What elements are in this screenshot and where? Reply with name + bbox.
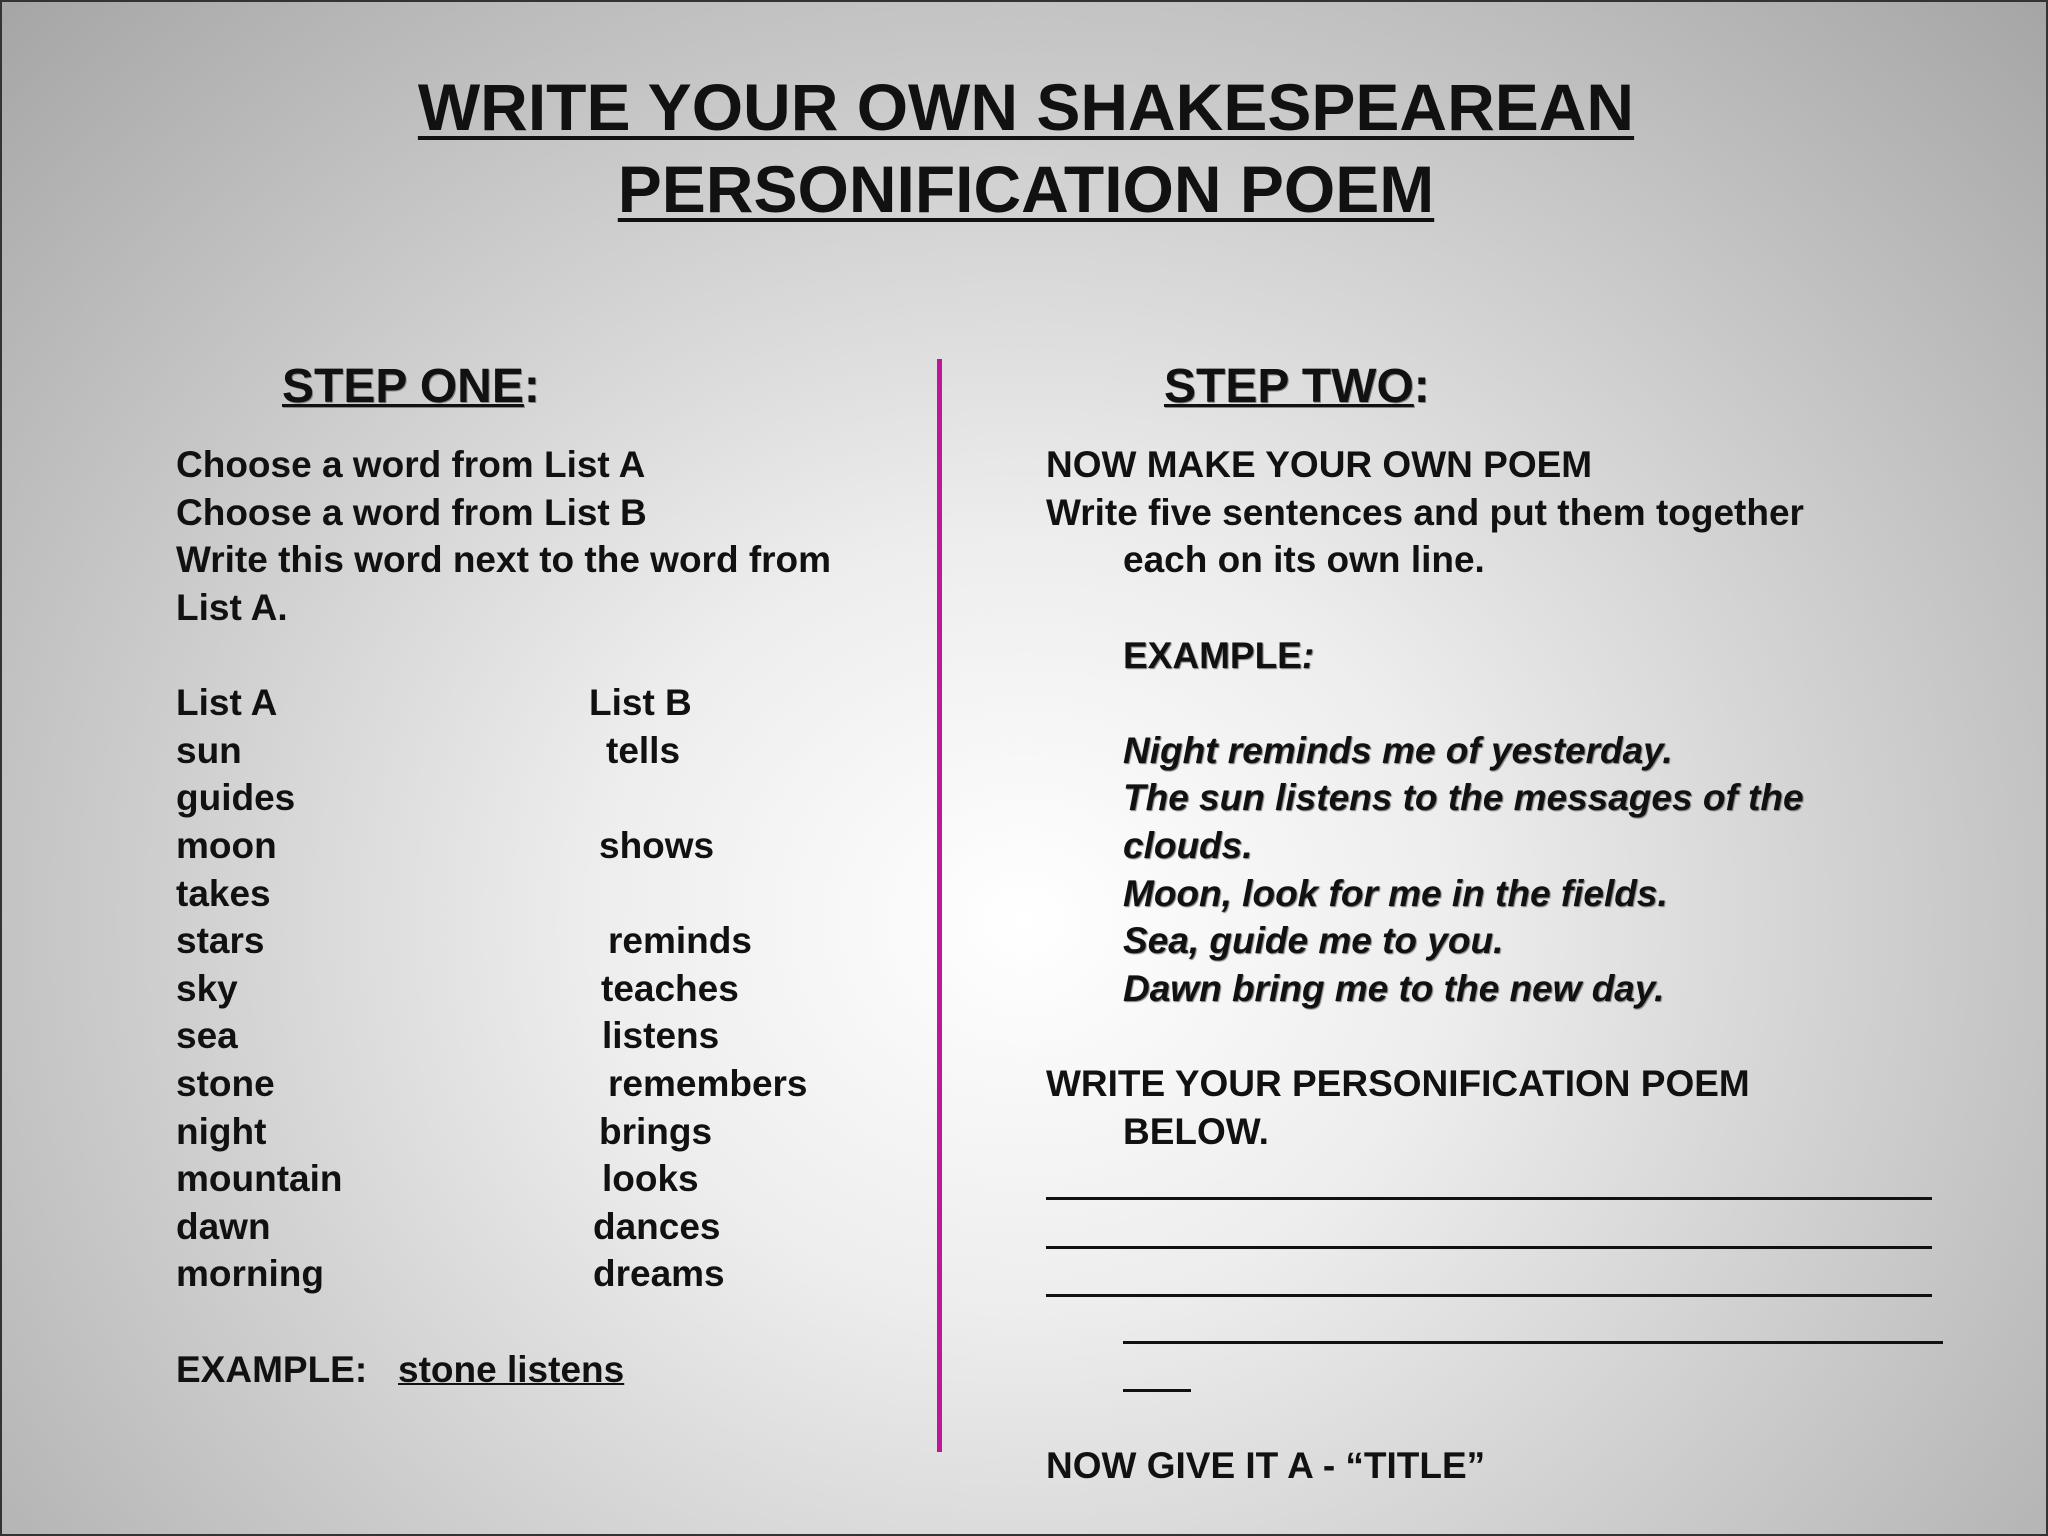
step-one-heading-text: STEP ONE	[282, 360, 524, 413]
write-prompt-continued: BELOW.	[1123, 1111, 1269, 1152]
list-b-item: teaches	[601, 968, 739, 1009]
list-a-header: List A	[176, 682, 278, 723]
step-two-example-colon: :	[1301, 635, 1315, 676]
step-one-instruction: List A.	[176, 587, 288, 628]
example-poem-line: The sun listens to the messages of the	[1123, 777, 1804, 818]
list-b-item: dances	[593, 1206, 721, 1247]
list-a-item: dawn	[176, 1206, 271, 1247]
write-prompt: WRITE YOUR PERSONIFICATION POEM	[1046, 1063, 1750, 1104]
list-a-item: moon	[176, 825, 277, 866]
list-b-header: List B	[589, 682, 692, 723]
step-one-heading-colon: :	[523, 360, 540, 413]
list-b-item: looks	[602, 1158, 699, 1199]
step-two-instruction: each on its own line.	[1123, 539, 1485, 580]
step-one-example-label: EXAMPLE:	[176, 1349, 368, 1390]
example-poem-line: Moon, look for me in the fields.	[1123, 873, 1668, 914]
step-one-instruction: Write this word next to the word from	[176, 539, 832, 580]
answer-line	[1123, 1389, 1191, 1392]
step-one-example-value: stone listens	[398, 1349, 625, 1390]
page-title	[2, 66, 2048, 230]
example-poem-line: clouds.	[1123, 825, 1253, 866]
list-a-item: guides	[176, 777, 296, 818]
list-b-item: brings	[599, 1111, 713, 1152]
list-a-item: morning	[176, 1253, 324, 1294]
step-two-instruction: Write five sentences and put them together	[1046, 492, 1804, 533]
step-two-example-heading	[1123, 632, 1314, 680]
title-line-2: PERSONIFICATION POEM	[617, 152, 1435, 226]
step-two-heading-colon: :	[1413, 360, 1430, 413]
list-b-item: tells	[606, 730, 681, 771]
answer-line	[1046, 1197, 1932, 1200]
list-b-item: reminds	[608, 920, 752, 961]
answer-line	[1123, 1341, 1943, 1344]
step-two-heading-text: STEP TWO	[1164, 360, 1414, 413]
answer-line	[1046, 1246, 1932, 1249]
step-two-example-label: EXAMPLE	[1123, 635, 1302, 676]
step-one-instruction: Choose a word from List B	[176, 492, 647, 533]
step-two-intro: NOW MAKE YOUR OWN POEM	[1046, 444, 1593, 485]
example-poem-line: Night reminds me of yesterday.	[1123, 730, 1673, 771]
list-a-item: mountain	[176, 1158, 343, 1199]
answer-line	[1046, 1294, 1932, 1297]
column-divider	[937, 359, 942, 1452]
example-poem-line: Dawn bring me to the new day.	[1123, 968, 1665, 1009]
list-a-item: sea	[176, 1015, 238, 1056]
title-prompt: NOW GIVE IT A - “TITLE”	[1046, 1445, 1486, 1486]
list-b-item: remembers	[608, 1063, 808, 1104]
step-one-heading	[282, 357, 540, 417]
step-one-example	[176, 1346, 624, 1394]
list-a-item: stars	[176, 920, 265, 961]
list-a-item: stone	[176, 1063, 275, 1104]
list-b-item: listens	[602, 1015, 720, 1056]
list-a-item: sky	[176, 968, 238, 1009]
list-a-item: takes	[176, 873, 271, 914]
list-a-item: sun	[176, 730, 242, 771]
list-b-item: shows	[599, 825, 715, 866]
title-line-1: WRITE YOUR OWN SHAKESPEAREAN	[417, 70, 1635, 144]
step-two-heading	[1164, 357, 1430, 417]
example-poem-line: Sea, guide me to you.	[1123, 920, 1504, 961]
list-a-item: night	[176, 1111, 267, 1152]
list-b-item: dreams	[593, 1253, 725, 1294]
step-one-instruction: Choose a word from List A	[176, 444, 646, 485]
